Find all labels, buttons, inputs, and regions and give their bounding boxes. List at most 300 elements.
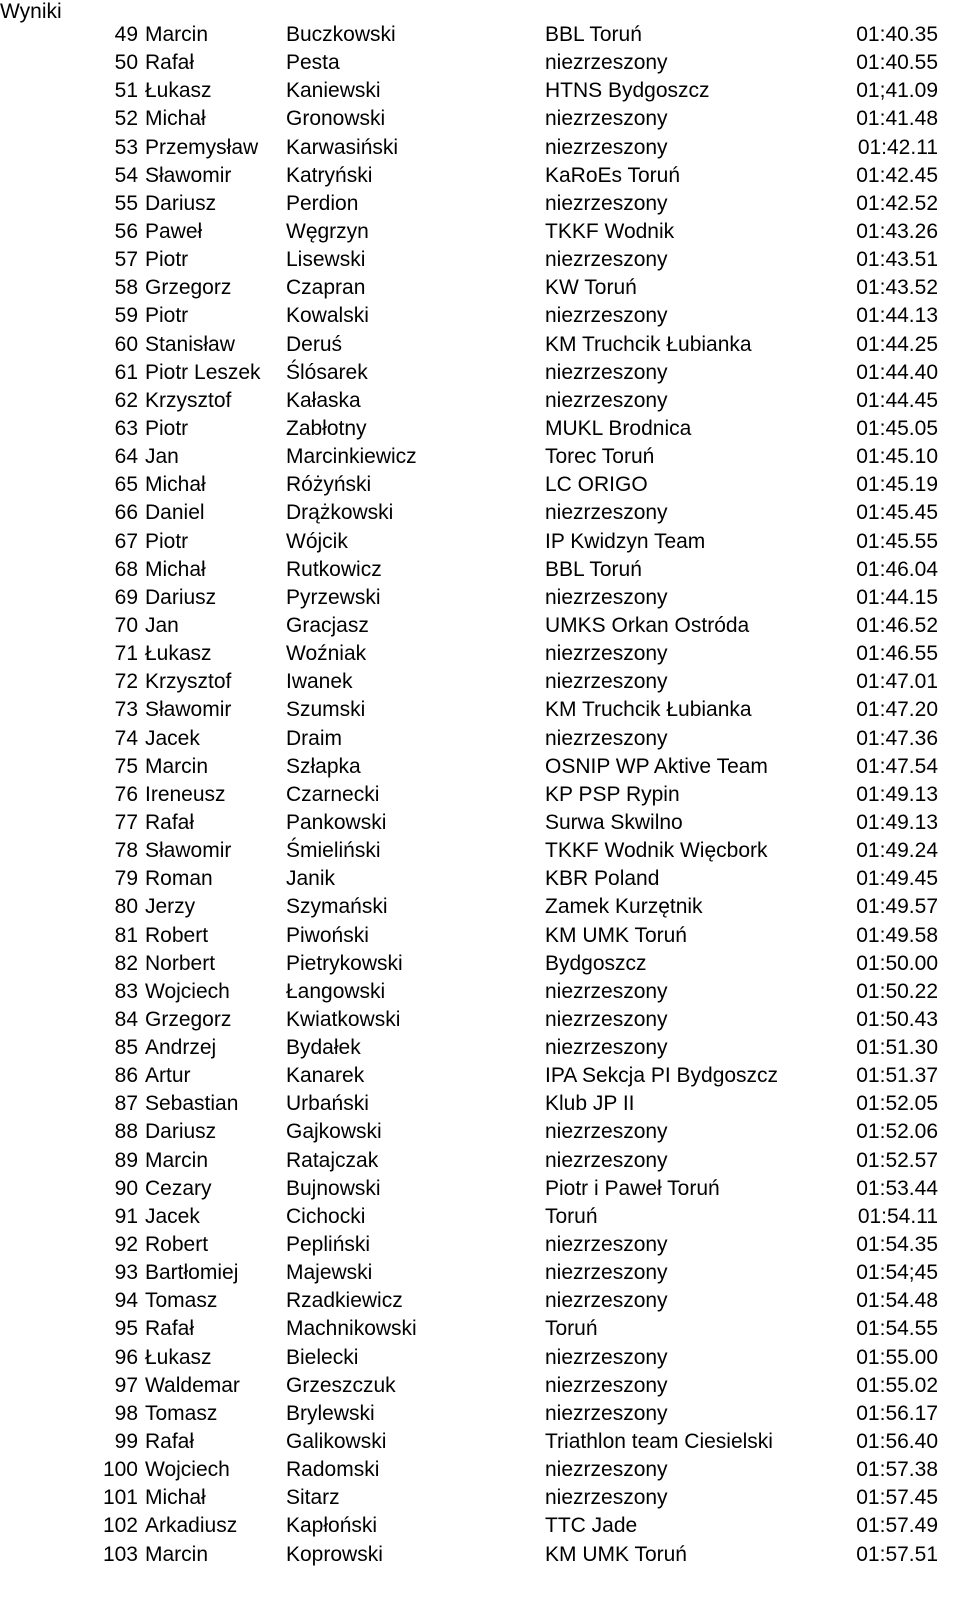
first-name-cell: Tomasz bbox=[145, 1401, 218, 1425]
place-cell: 49 bbox=[114, 23, 138, 46]
last-name-cell: Węgrzyn bbox=[286, 219, 369, 243]
last-name-cell: Majewski bbox=[286, 1261, 373, 1285]
last-name-cell: Koprowski bbox=[286, 1542, 383, 1566]
last-name-cell: Śmieliński bbox=[286, 839, 381, 863]
time-cell: 01:46.55 bbox=[856, 642, 938, 666]
club-cell: TKKF Wodnik Więcbork bbox=[545, 839, 768, 863]
last-name-cell: Deruś bbox=[286, 332, 343, 356]
place-cell: 70 bbox=[114, 613, 138, 637]
table-row bbox=[0, 640, 960, 668]
table-row bbox=[0, 274, 960, 302]
table-row bbox=[0, 612, 960, 640]
table-row bbox=[0, 1006, 960, 1034]
club-cell: IP Kwidzyn Team bbox=[545, 529, 706, 553]
first-name-cell: Bartłomiej bbox=[145, 1261, 239, 1285]
last-name-cell: Marcinkiewicz bbox=[286, 445, 417, 469]
last-name-cell: Różyński bbox=[286, 473, 372, 497]
place-cell: 83 bbox=[114, 979, 138, 1003]
club-cell: UMKS Orkan Ostróda bbox=[545, 613, 750, 637]
time-cell: 01:54.48 bbox=[856, 1289, 938, 1313]
time-cell: 01:46.52 bbox=[856, 613, 938, 637]
last-name-cell: Pesta bbox=[286, 51, 340, 75]
place-cell: 72 bbox=[114, 670, 138, 694]
place-cell: 102 bbox=[102, 1514, 138, 1538]
table-row bbox=[0, 1090, 960, 1118]
time-cell: 01:47.36 bbox=[856, 726, 938, 750]
place-cell: 68 bbox=[114, 557, 138, 581]
time-cell: 01;41.09 bbox=[856, 79, 938, 103]
place-cell: 75 bbox=[114, 754, 138, 778]
first-name-cell: Wojciech bbox=[145, 1458, 230, 1482]
table-row bbox=[0, 246, 960, 274]
last-name-cell: Bielecki bbox=[286, 1345, 359, 1369]
last-name-cell: Czapran bbox=[286, 276, 366, 300]
place-cell: 50 bbox=[114, 51, 138, 75]
last-name-cell: Karwasiński bbox=[286, 135, 399, 159]
place-cell: 60 bbox=[114, 332, 138, 356]
results-table bbox=[0, 21, 960, 1569]
place-cell: 65 bbox=[114, 473, 138, 497]
club-cell: MUKL Brodnica bbox=[545, 416, 692, 440]
first-name-cell: Piotr bbox=[145, 304, 189, 328]
club-cell: BBL Toruń bbox=[545, 557, 642, 581]
last-name-cell: Machnikowski bbox=[286, 1317, 417, 1341]
last-name-cell: Zabłotny bbox=[286, 416, 367, 440]
first-name-cell: Michał bbox=[145, 107, 206, 131]
time-cell: 01:46.04 bbox=[856, 557, 938, 581]
last-name-cell: Rutkowicz bbox=[286, 557, 382, 581]
table-row bbox=[0, 1456, 960, 1484]
table-row bbox=[0, 302, 960, 330]
first-name-cell: Marcin bbox=[145, 1542, 209, 1566]
last-name-cell: Draim bbox=[286, 726, 342, 750]
club-cell: BBL Toruń bbox=[545, 23, 642, 46]
last-name-cell: Kałaska bbox=[286, 388, 361, 412]
club-cell: niezrzeszony bbox=[545, 248, 668, 272]
table-row bbox=[0, 1203, 960, 1231]
club-cell: Klub JP II bbox=[545, 1092, 635, 1116]
place-cell: 56 bbox=[114, 219, 138, 243]
first-name-cell: Przemysław bbox=[145, 135, 259, 159]
last-name-cell: Cichocki bbox=[286, 1204, 366, 1228]
place-cell: 87 bbox=[114, 1092, 138, 1116]
club-cell: niezrzeszony bbox=[545, 1148, 668, 1172]
table-row bbox=[0, 837, 960, 865]
first-name-cell: Jacek bbox=[145, 726, 200, 750]
club-cell: niezrzeszony bbox=[545, 107, 668, 131]
time-cell: 01:52.57 bbox=[856, 1148, 938, 1172]
first-name-cell: Sebastian bbox=[145, 1092, 239, 1116]
sheet-title: Wyniki bbox=[0, 0, 62, 23]
place-cell: 61 bbox=[114, 360, 138, 384]
first-name-cell: Michał bbox=[145, 557, 206, 581]
table-row bbox=[0, 922, 960, 950]
table-row bbox=[0, 1512, 960, 1540]
place-cell: 92 bbox=[114, 1233, 138, 1257]
club-cell: niezrzeszony bbox=[545, 1036, 668, 1060]
club-cell: KW Toruń bbox=[545, 276, 637, 300]
last-name-cell: Łangowski bbox=[286, 979, 386, 1003]
time-cell: 01:45.10 bbox=[856, 445, 938, 469]
table-row bbox=[0, 1231, 960, 1259]
table-row bbox=[0, 893, 960, 921]
place-cell: 52 bbox=[114, 107, 138, 131]
time-cell: 01:52.05 bbox=[856, 1092, 938, 1116]
time-cell: 01:43.26 bbox=[856, 219, 938, 243]
first-name-cell: Daniel bbox=[145, 501, 205, 525]
club-cell: niezrzeszony bbox=[545, 501, 668, 525]
time-cell: 01:54.55 bbox=[856, 1317, 938, 1341]
last-name-cell: Pepliński bbox=[286, 1233, 371, 1257]
club-cell: niezrzeszony bbox=[545, 135, 668, 159]
table-row bbox=[0, 21, 960, 49]
table-row bbox=[0, 190, 960, 218]
last-name-cell: Urbański bbox=[286, 1092, 369, 1116]
place-cell: 53 bbox=[114, 135, 138, 159]
place-cell: 94 bbox=[114, 1289, 138, 1313]
table-row bbox=[0, 556, 960, 584]
table-row bbox=[0, 162, 960, 190]
time-cell: 01:42.11 bbox=[857, 135, 938, 159]
table-row bbox=[0, 1259, 960, 1287]
table-row bbox=[0, 49, 960, 77]
table-row bbox=[0, 725, 960, 753]
last-name-cell: Szumski bbox=[286, 698, 366, 722]
first-name-cell: Marcin bbox=[145, 754, 209, 778]
place-cell: 95 bbox=[114, 1317, 138, 1341]
table-row bbox=[0, 499, 960, 527]
first-name-cell: Marcin bbox=[145, 1148, 209, 1172]
first-name-cell: Robert bbox=[145, 1233, 209, 1257]
last-name-cell: Janik bbox=[286, 867, 336, 891]
club-cell: niezrzeszony bbox=[545, 304, 668, 328]
place-cell: 80 bbox=[114, 895, 138, 919]
last-name-cell: Wójcik bbox=[286, 529, 348, 553]
first-name-cell: Andrzej bbox=[145, 1036, 217, 1060]
place-cell: 58 bbox=[114, 276, 138, 300]
club-cell: niezrzeszony bbox=[545, 1120, 668, 1144]
last-name-cell: Kowalski bbox=[286, 304, 369, 328]
first-name-cell: Rafał bbox=[145, 1430, 195, 1454]
first-name-cell: Dariusz bbox=[145, 1120, 217, 1144]
table-row bbox=[0, 415, 960, 443]
first-name-cell: Piotr Leszek bbox=[145, 360, 261, 384]
club-cell: Surwa Skwilno bbox=[545, 810, 683, 834]
first-name-cell: Jerzy bbox=[145, 895, 196, 919]
first-name-cell: Jan bbox=[145, 445, 179, 469]
first-name-cell: Piotr bbox=[145, 529, 189, 553]
last-name-cell: Rzadkiewicz bbox=[286, 1289, 403, 1313]
time-cell: 01:53.44 bbox=[856, 1176, 938, 1200]
table-row bbox=[0, 1541, 960, 1569]
club-cell: niezrzeszony bbox=[545, 585, 668, 609]
time-cell: 01:47.54 bbox=[856, 754, 938, 778]
time-cell: 01:43.51 bbox=[856, 248, 938, 272]
club-cell: KBR Poland bbox=[545, 867, 660, 891]
first-name-cell: Cezary bbox=[145, 1176, 212, 1200]
table-row bbox=[0, 1175, 960, 1203]
table-row bbox=[0, 781, 960, 809]
last-name-cell: Radomski bbox=[286, 1458, 380, 1482]
place-cell: 91 bbox=[114, 1204, 138, 1228]
club-cell: KM Truchcik Łubianka bbox=[545, 332, 752, 356]
place-cell: 73 bbox=[114, 698, 138, 722]
club-cell: Triathlon team Ciesielski bbox=[545, 1430, 773, 1454]
club-cell: KaRoEs Toruń bbox=[545, 163, 681, 187]
time-cell: 01:49.45 bbox=[856, 867, 938, 891]
first-name-cell: Dariusz bbox=[145, 585, 217, 609]
club-cell: IPA Sekcja PI Bydgoszcz bbox=[545, 1064, 779, 1088]
table-row bbox=[0, 950, 960, 978]
place-cell: 71 bbox=[114, 642, 138, 666]
time-cell: 01:45.45 bbox=[856, 501, 938, 525]
last-name-cell: Pietrykowski bbox=[286, 951, 403, 975]
place-cell: 54 bbox=[114, 163, 138, 187]
first-name-cell: Jacek bbox=[145, 1204, 200, 1228]
last-name-cell: Perdion bbox=[286, 191, 359, 215]
place-cell: 55 bbox=[114, 191, 138, 215]
place-cell: 97 bbox=[114, 1373, 138, 1397]
table-row bbox=[0, 1344, 960, 1372]
table-row bbox=[0, 1287, 960, 1315]
last-name-cell: Pyrzewski bbox=[286, 585, 381, 609]
place-cell: 93 bbox=[114, 1261, 138, 1285]
last-name-cell: Kanarek bbox=[286, 1064, 365, 1088]
club-cell: niezrzeszony bbox=[545, 670, 668, 694]
place-cell: 74 bbox=[114, 726, 138, 750]
time-cell: 01:49.58 bbox=[856, 923, 938, 947]
time-cell: 01:57.51 bbox=[856, 1542, 938, 1566]
first-name-cell: Grzegorz bbox=[145, 1007, 232, 1031]
last-name-cell: Buczkowski bbox=[286, 23, 396, 46]
table-row bbox=[0, 387, 960, 415]
time-cell: 01:50.43 bbox=[856, 1007, 938, 1031]
time-cell: 01:57.49 bbox=[856, 1514, 938, 1538]
place-cell: 86 bbox=[114, 1064, 138, 1088]
last-name-cell: Brylewski bbox=[286, 1401, 375, 1425]
table-row bbox=[0, 809, 960, 837]
first-name-cell: Rafał bbox=[145, 51, 195, 75]
club-cell: niezrzeszony bbox=[545, 1345, 668, 1369]
place-cell: 62 bbox=[114, 388, 138, 412]
time-cell: 01:55.00 bbox=[856, 1345, 938, 1369]
last-name-cell: Gracjasz bbox=[286, 613, 369, 637]
table-row bbox=[0, 77, 960, 105]
first-name-cell: Jan bbox=[145, 613, 179, 637]
place-cell: 69 bbox=[114, 585, 138, 609]
time-cell: 01:54;45 bbox=[856, 1261, 938, 1285]
last-name-cell: Woźniak bbox=[286, 642, 367, 666]
place-cell: 84 bbox=[114, 1007, 138, 1031]
time-cell: 01:47.20 bbox=[856, 698, 938, 722]
time-cell: 01:54.11 bbox=[857, 1204, 938, 1228]
first-name-cell: Wojciech bbox=[145, 979, 230, 1003]
place-cell: 88 bbox=[114, 1120, 138, 1144]
time-cell: 01:44.15 bbox=[856, 585, 938, 609]
time-cell: 01:49.24 bbox=[856, 839, 938, 863]
last-name-cell: Kapłoński bbox=[286, 1514, 378, 1538]
place-cell: 51 bbox=[114, 79, 138, 103]
first-name-cell: Arkadiusz bbox=[145, 1514, 238, 1538]
club-cell: niezrzeszony bbox=[545, 388, 668, 412]
last-name-cell: Bujnowski bbox=[286, 1176, 381, 1200]
last-name-cell: Iwanek bbox=[286, 670, 353, 694]
first-name-cell: Piotr bbox=[145, 248, 189, 272]
time-cell: 01:45.55 bbox=[856, 529, 938, 553]
table-row bbox=[0, 1118, 960, 1146]
club-cell: Toruń bbox=[545, 1317, 598, 1341]
first-name-cell: Grzegorz bbox=[145, 276, 232, 300]
place-cell: 77 bbox=[114, 810, 138, 834]
first-name-cell: Paweł bbox=[145, 219, 203, 243]
club-cell: niezrzeszony bbox=[545, 1261, 668, 1285]
table-row bbox=[0, 1147, 960, 1175]
club-cell: Zamek Kurzętnik bbox=[545, 895, 703, 919]
first-name-cell: Łukasz bbox=[145, 1345, 212, 1369]
place-cell: 67 bbox=[114, 529, 138, 553]
time-cell: 01:44.25 bbox=[856, 332, 938, 356]
first-name-cell: Krzysztof bbox=[145, 670, 232, 694]
place-cell: 89 bbox=[114, 1148, 138, 1172]
place-cell: 76 bbox=[114, 782, 138, 806]
club-cell: Toruń bbox=[545, 1204, 598, 1228]
last-name-cell: Szłapka bbox=[286, 754, 361, 778]
time-cell: 01:54.35 bbox=[856, 1233, 938, 1257]
table-row bbox=[0, 1062, 960, 1090]
club-cell: KP PSP Rypin bbox=[545, 782, 680, 806]
club-cell: niezrzeszony bbox=[545, 360, 668, 384]
last-name-cell: Grzeszczuk bbox=[286, 1373, 396, 1397]
place-cell: 99 bbox=[114, 1430, 138, 1454]
place-cell: 79 bbox=[114, 867, 138, 891]
first-name-cell: Michał bbox=[145, 473, 206, 497]
first-name-cell: Rafał bbox=[145, 1317, 195, 1341]
place-cell: 66 bbox=[114, 501, 138, 525]
first-name-cell: Sławomir bbox=[145, 163, 232, 187]
last-name-cell: Katryński bbox=[286, 163, 373, 187]
place-cell: 57 bbox=[114, 248, 138, 272]
club-cell: niezrzeszony bbox=[545, 191, 668, 215]
time-cell: 01:44.13 bbox=[856, 304, 938, 328]
club-cell: OSNIP WP Aktive Team bbox=[545, 754, 768, 778]
last-name-cell: Ślósarek bbox=[286, 360, 368, 384]
last-name-cell: Szymański bbox=[286, 895, 388, 919]
last-name-cell: Drążkowski bbox=[286, 501, 394, 525]
table-row bbox=[0, 865, 960, 893]
table-row bbox=[0, 1034, 960, 1062]
time-cell: 01:55.02 bbox=[856, 1373, 938, 1397]
time-cell: 01:47.01 bbox=[856, 670, 938, 694]
place-cell: 81 bbox=[114, 923, 138, 947]
table-row bbox=[0, 331, 960, 359]
first-name-cell: Tomasz bbox=[145, 1289, 218, 1313]
table-row bbox=[0, 1315, 960, 1343]
time-cell: 01:44.40 bbox=[856, 360, 938, 384]
time-cell: 01:42.45 bbox=[856, 163, 938, 187]
club-cell: KM Truchcik Łubianka bbox=[545, 698, 752, 722]
club-cell: niezrzeszony bbox=[545, 1007, 668, 1031]
table-row bbox=[0, 696, 960, 724]
table-row bbox=[0, 668, 960, 696]
time-cell: 01:40.55 bbox=[856, 51, 938, 75]
first-name-cell: Krzysztof bbox=[145, 388, 232, 412]
first-name-cell: Ireneusz bbox=[145, 782, 226, 806]
club-cell: niezrzeszony bbox=[545, 1458, 668, 1482]
club-cell: niezrzeszony bbox=[545, 1373, 668, 1397]
table-row bbox=[0, 1400, 960, 1428]
place-cell: 90 bbox=[114, 1176, 138, 1200]
time-cell: 01:44.45 bbox=[856, 388, 938, 412]
table-row bbox=[0, 105, 960, 133]
club-cell: niezrzeszony bbox=[545, 979, 668, 1003]
time-cell: 01:41.48 bbox=[856, 107, 938, 131]
time-cell: 01:49.13 bbox=[856, 810, 938, 834]
club-cell: TKKF Wodnik bbox=[545, 219, 675, 243]
place-cell: 100 bbox=[102, 1458, 138, 1482]
first-name-cell: Piotr bbox=[145, 416, 189, 440]
last-name-cell: Lisewski bbox=[286, 248, 366, 272]
place-cell: 98 bbox=[114, 1401, 138, 1425]
last-name-cell: Gronowski bbox=[286, 107, 386, 131]
table-row bbox=[0, 134, 960, 162]
club-cell: Piotr i Paweł Toruń bbox=[545, 1176, 720, 1200]
club-cell: niezrzeszony bbox=[545, 51, 668, 75]
time-cell: 01:45.19 bbox=[856, 473, 938, 497]
table-row bbox=[0, 1372, 960, 1400]
first-name-cell: Waldemar bbox=[145, 1373, 240, 1397]
table-row bbox=[0, 218, 960, 246]
table-row bbox=[0, 528, 960, 556]
place-cell: 78 bbox=[114, 839, 138, 863]
table-row bbox=[0, 753, 960, 781]
time-cell: 01:52.06 bbox=[856, 1120, 938, 1144]
time-cell: 01:56.17 bbox=[856, 1401, 938, 1425]
table-row bbox=[0, 359, 960, 387]
club-cell: KM UMK Toruń bbox=[545, 1542, 687, 1566]
last-name-cell: Gajkowski bbox=[286, 1120, 382, 1144]
last-name-cell: Pankowski bbox=[286, 810, 387, 834]
table-row bbox=[0, 978, 960, 1006]
club-cell: niezrzeszony bbox=[545, 726, 668, 750]
time-cell: 01:57.45 bbox=[856, 1486, 938, 1510]
club-cell: niezrzeszony bbox=[545, 642, 668, 666]
place-cell: 96 bbox=[114, 1345, 138, 1369]
last-name-cell: Piwoński bbox=[286, 923, 369, 947]
last-name-cell: Sitarz bbox=[286, 1486, 340, 1510]
table-row bbox=[0, 471, 960, 499]
first-name-cell: Roman bbox=[145, 867, 213, 891]
first-name-cell: Norbert bbox=[145, 951, 216, 975]
time-cell: 01:49.57 bbox=[856, 895, 938, 919]
club-cell: niezrzeszony bbox=[545, 1233, 668, 1257]
first-name-cell: Robert bbox=[145, 923, 209, 947]
club-cell: niezrzeszony bbox=[545, 1401, 668, 1425]
place-cell: 103 bbox=[102, 1542, 138, 1566]
club-cell: niezrzeszony bbox=[545, 1486, 668, 1510]
first-name-cell: Dariusz bbox=[145, 191, 217, 215]
first-name-cell: Artur bbox=[145, 1064, 191, 1088]
table-row bbox=[0, 1428, 960, 1456]
last-name-cell: Galikowski bbox=[286, 1430, 387, 1454]
first-name-cell: Rafał bbox=[145, 810, 195, 834]
table-row bbox=[0, 584, 960, 612]
first-name-cell: Sławomir bbox=[145, 698, 232, 722]
last-name-cell: Czarnecki bbox=[286, 782, 380, 806]
club-cell: niezrzeszony bbox=[545, 1289, 668, 1313]
time-cell: 01:50.22 bbox=[856, 979, 938, 1003]
first-name-cell: Marcin bbox=[145, 23, 209, 46]
club-cell: Torec Toruń bbox=[545, 445, 655, 469]
